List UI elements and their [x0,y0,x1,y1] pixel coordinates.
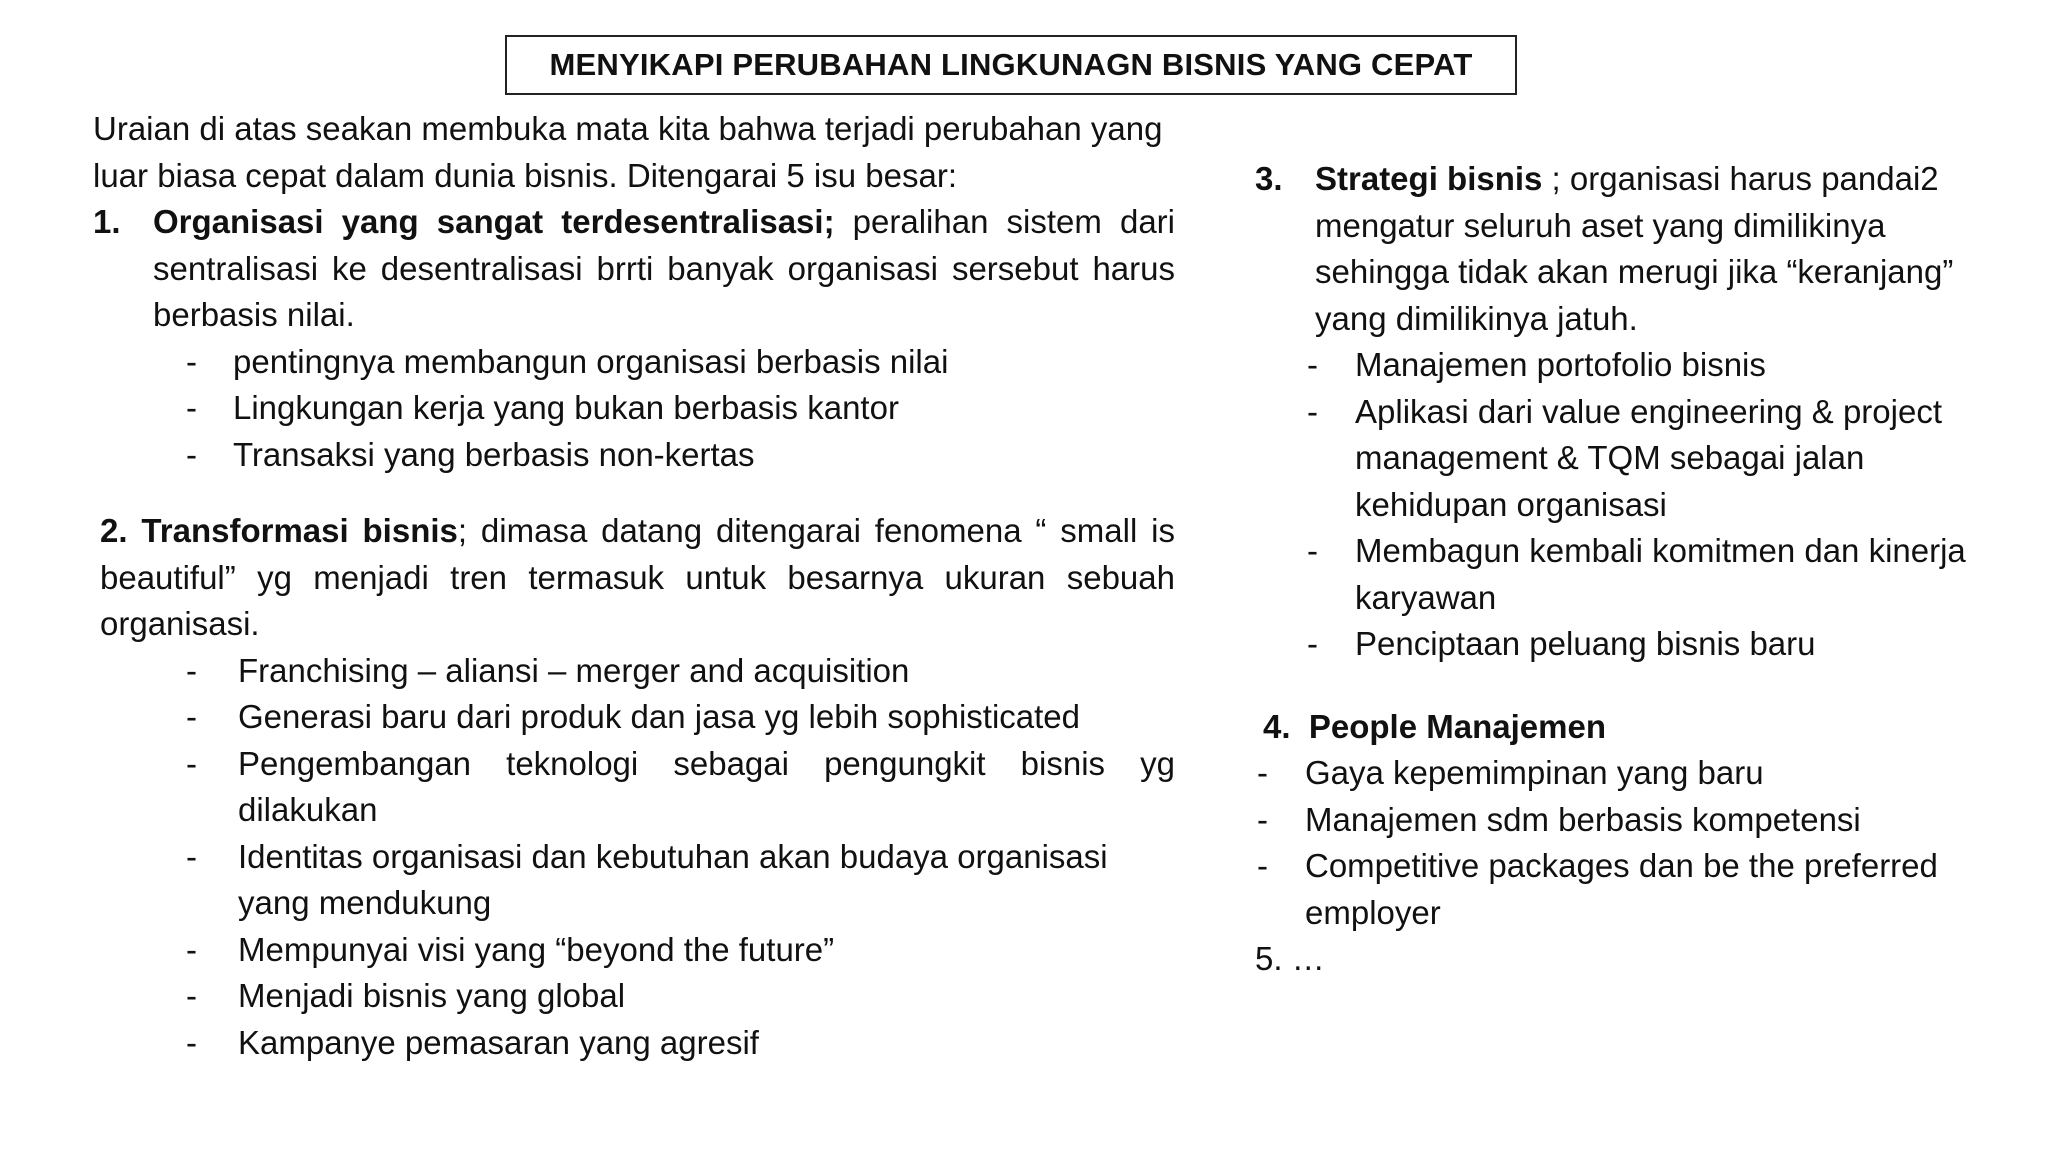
item-3-bullet-text: Aplikasi dari value engineering & project management & TQM sebagai jalan kehidupan organisasi [1355,392,1943,523]
dash-marker: - [186,930,197,968]
intro-paragraph: Uraian di atas seakan membuka mata kita bahwa terjadi perubahan yang luar biasa cepat dalam dunia bisnis. Ditengarai 5 isu besar: [93,110,1163,194]
dash-marker: - [1307,625,1318,662]
right-column [1255,156,2015,983]
item-3-heading: Strategi bisnis [1315,160,1543,197]
item-3-bullet [1255,621,2015,668]
dash-marker: - [186,698,197,735]
item-2-heading: Transformasi bisnis [141,512,458,549]
dash-marker: - [186,1023,197,1061]
dash-marker: - [186,977,197,1014]
dash-marker: - [186,651,197,689]
item-3-bullet-text: Manajemen portofolio bisnis [1355,346,1766,383]
item-2-bullet-text: Generasi baru dari produk dan jasa yg lebih sophisticated [238,698,1081,735]
item-4-bullet-text: Manajemen sdm berbasis kompetensi [1305,800,1861,838]
item-2-number: 2. [100,512,128,549]
item-5: 5. … [1255,940,1325,977]
item-1-text: peralihan sistem dari sentralisasi ke desentralisasi brrti banyak organisasi sersebut harus berbasis nilai. [153,203,1175,333]
dash-marker: - [186,837,197,875]
item-3-bullet [1255,342,2015,389]
item-1-heading: Organisasi yang sangat terdesentralisasi; [153,203,835,240]
item-2-bullet-text: Mempunyai visi yang “beyond the future” [238,930,835,968]
item-3-bullet-text: Penciptaan peluang bisnis baru [1355,625,1816,662]
item-2 [100,508,1175,648]
item-2-bullet [93,648,1175,695]
slide-title-text: MENYIKAPI PERUBAHAN LINGKUNAGN BISNIS YANG CEPAT [549,47,1473,82]
item-4-heading: People Manajemen [1308,707,1606,745]
dash-marker: - [1257,847,1268,884]
dash-marker: - [186,744,197,782]
item-2-bullet-text: Kampanye pemasaran yang agresif [238,1023,759,1061]
dash-marker: - [186,389,197,426]
item-1-bullet [93,432,1175,479]
item-1-bullet-text: Lingkungan kerja yang bukan berbasis kantor [233,389,899,426]
item-4-bullet [1255,797,2015,844]
item-2-bullet-text: Pengembangan teknologi sebagai pengungkit bisnis yg dilakukan [238,744,1175,828]
slide-title [505,35,1517,95]
item-4-bullet [1255,750,2015,797]
item-2-bullet [93,741,1175,834]
item-3-number: 3. [1255,160,1283,197]
item-4-header [1263,704,2015,751]
item-3-bullet [1255,389,2015,529]
item-1-number: 1. [93,203,121,240]
item-2-bullet [93,973,1175,1020]
item-3-bullet [1255,528,2015,621]
item-2-bullet [93,834,1175,927]
item-2-bullet-text: Identitas organisasi dan kebutuhan akan budaya organisasi yang mendukung [238,837,1108,921]
item-3-bullet-text: Membagun kembali komitmen dan kinerja karyawan [1355,532,1966,616]
left-column [93,106,1175,1066]
item-2-bullet-text: Franchising – aliansi – merger and acquisition [238,651,910,689]
dash-marker: - [1307,346,1318,383]
item-2-bullet-text: Menjadi bisnis yang global [238,977,626,1014]
dash-marker: - [1307,392,1318,430]
item-1-bullet-text: pentingnya membangun organisasi berbasis nilai [233,342,949,380]
item-2-bullet [93,694,1175,741]
dash-marker: - [1257,754,1268,791]
dash-marker: - [1257,800,1268,838]
dash-marker: - [186,435,197,473]
item-1-bullet [93,339,1175,386]
item-4-bullet-text: Gaya kepemimpinan yang baru [1305,754,1764,791]
item-2-text: ; dimasa datang ditengarai fenomena “ small is beautiful” yg menjadi tren termasuk untuk besarnya ukuran sebuah organisasi. [100,512,1176,642]
item-3 [1255,156,2015,342]
dash-marker: - [1307,532,1318,569]
item-4-number: 4. [1263,707,1291,745]
item-4-bullet-text: Competitive packages dan be the preferred employer [1305,847,1938,931]
item-2-bullet [93,1020,1175,1067]
dash-marker: - [186,342,197,380]
item-1 [93,199,1175,339]
item-1-bullet-text: Transaksi yang berbasis non-kertas [233,435,755,473]
item-1-bullet [93,385,1175,432]
item-3-text: ; organisasi harus pandai2 mengatur seluruh aset yang dimilikinya sehingga tidak akan merugi jika “keranjang” yang dimilikinya jatuh. [1315,160,1954,337]
item-4-bullet [1255,843,2015,936]
item-2-bullet [93,927,1175,974]
